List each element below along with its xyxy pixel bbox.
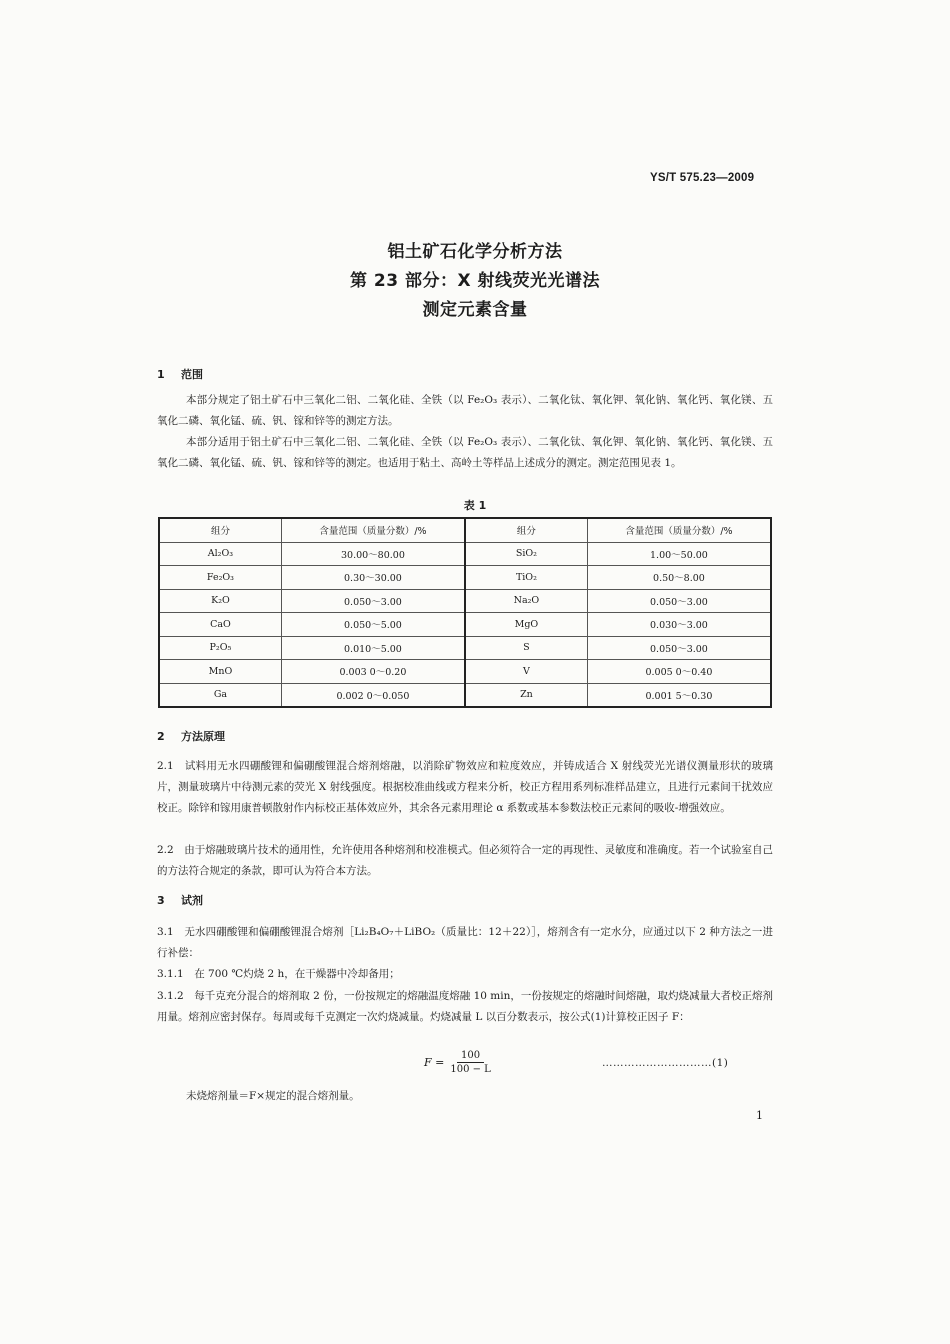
range-cell: 0.003 0～0.20 <box>281 660 465 684</box>
component-cell: Zn <box>465 683 587 707</box>
correction-factor-formula <box>424 1050 491 1075</box>
formula-fraction <box>450 1050 490 1075</box>
component-cell: MnO <box>159 660 281 684</box>
component-cell: CaO <box>159 613 281 637</box>
section-3-1-1-paragraph: 3.1.1 在 700 ℃灼烧 2 h，在干燥器中冷却备用； <box>157 968 400 980</box>
document-title <box>0 238 950 325</box>
section-2-2-paragraph: 2.2 由于熔融玻璃片技术的通用性，允许使用各种熔剂和校准模式。但必须符合一定的再现性、灵敏度和准确度。若一个试验室自己的方法符合规定的条款，即可认为符合本方法。 <box>157 844 773 877</box>
header-component: 组分 <box>465 518 587 542</box>
section-title: 方法原理 <box>181 730 225 743</box>
component-cell: V <box>465 660 587 684</box>
range-cell: 30.00～80.00 <box>281 542 465 566</box>
range-cell: 0.50～8.00 <box>587 566 771 590</box>
standard-code: YS/T 575.23—2009 <box>650 172 755 184</box>
section-1-paragraph-2: 本部分适用于铝土矿石中三氧化二铝、二氧化硅、全铁（以 Fe₂O₃ 表示）、二氧化钛、氧化钾、氧化钠、氧化钙、氧化镁、五氧化二磷、氧化锰、硫、钒、镓和锌等的测定。也适用于粘土、高岭土等样品上述成分的测定。测定范围见表 1。 <box>157 436 773 469</box>
table-row <box>159 566 771 590</box>
section-number: 1 <box>157 368 165 381</box>
title-line-2: 第 23 部分：X 射线荧光光谱法 <box>349 271 601 291</box>
section-1-heading <box>157 366 203 382</box>
table-row <box>159 542 771 566</box>
section-number: 2 <box>157 730 165 743</box>
table-row <box>159 683 771 707</box>
header-range: 含量范围（质量分数）/% <box>587 518 771 542</box>
equation-number: …………………………(1) <box>602 1057 729 1069</box>
section-3-1-paragraph: 3.1 无水四硼酸锂和偏硼酸锂混合熔剂［Li₂B₄O₇＋LiBO₂（质量比：12＋22）］，熔剂含有一定水分，应通过以下 2 种方法之一进行补偿： <box>157 926 773 959</box>
table-header-row <box>159 518 771 542</box>
section-3-1-2-note: 未烧熔剂量＝F×规定的混合熔剂量。 <box>186 1090 360 1102</box>
range-cell: 0.005 0～0.40 <box>587 660 771 684</box>
measurement-range-table <box>158 517 772 708</box>
page-number: 1 <box>756 1109 763 1122</box>
section-number: 3 <box>157 894 165 907</box>
range-cell: 0.050～3.00 <box>587 589 771 613</box>
title-line-1: 铝土矿石化学分析方法 <box>387 242 563 262</box>
range-cell: 0.050～3.00 <box>587 636 771 660</box>
range-cell: 0.002 0～0.050 <box>281 683 465 707</box>
range-cell: 0.050～3.00 <box>281 589 465 613</box>
component-cell: TiO₂ <box>465 566 587 590</box>
header-component: 组分 <box>159 518 281 542</box>
table-row <box>159 636 771 660</box>
section-title: 试剂 <box>181 894 203 907</box>
section-title: 范围 <box>181 368 203 381</box>
component-cell: SiO₂ <box>465 542 587 566</box>
table-caption: 表 1 <box>463 499 487 512</box>
header-range: 含量范围（质量分数）/% <box>281 518 465 542</box>
component-cell: Fe₂O₃ <box>159 566 281 590</box>
table-row <box>159 660 771 684</box>
range-cell: 0.30～30.00 <box>281 566 465 590</box>
range-cell: 0.001 5～0.30 <box>587 683 771 707</box>
component-cell: Al₂O₃ <box>159 542 281 566</box>
formula-numerator: 100 <box>457 1050 484 1063</box>
section-3-heading <box>157 892 203 908</box>
section-1-paragraph-1: 本部分规定了铝土矿石中三氧化二铝、二氧化硅、全铁（以 Fe₂O₃ 表示）、二氧化钛、氧化钾、氧化钠、氧化钙、氧化镁、五氧化二磷、氧化锰、硫、钒、镓和锌等的测定方法。 <box>157 394 773 427</box>
component-cell: MgO <box>465 613 587 637</box>
component-cell: K₂O <box>159 589 281 613</box>
table-row <box>159 613 771 637</box>
range-cell: 0.030～3.00 <box>587 613 771 637</box>
title-line-3: 测定元素含量 <box>422 300 528 320</box>
formula-denominator: 100 − L <box>450 1064 491 1075</box>
range-cell: 0.010～5.00 <box>281 636 465 660</box>
component-cell: S <box>465 636 587 660</box>
section-3-1-2-paragraph: 3.1.2 每千克充分混合的熔剂取 2 份，一份按规定的熔融温度熔融 10 min，一份按规定的熔融时间熔融，取灼烧减量大者校正熔剂用量。熔剂应密封保存。每周或每千克测定一次灼烧减量。灼烧减量 L 以百分数表示，按公式(1)计算校正因子 F： <box>157 990 773 1023</box>
component-cell: P₂O₅ <box>159 636 281 660</box>
section-2-1-paragraph: 2.1 试料用无水四硼酸锂和偏硼酸锂混合熔剂熔融，以消除矿物效应和粒度效应，并铸成适合 X 射线荧光光谱仪测量形状的玻璃片，测量玻璃片中待测元素的荧光 X 射线强度。根据校准曲线或方程来分析，校正方程用系列标准样品建立，且进行元素间干扰效应校正。除锌和镓用康普顿散射作内标校正基体效应外，其余各元素用理论 α 系数或基本参数法校正元素间的吸收-增强效应。 <box>157 760 773 814</box>
range-cell: 0.050～5.00 <box>281 613 465 637</box>
component-cell: Na₂O <box>465 589 587 613</box>
range-cell: 1.00～50.00 <box>587 542 771 566</box>
section-2-heading <box>157 728 225 744</box>
component-cell: Ga <box>159 683 281 707</box>
table-row <box>159 589 771 613</box>
formula-lhs: F = <box>424 1056 445 1069</box>
